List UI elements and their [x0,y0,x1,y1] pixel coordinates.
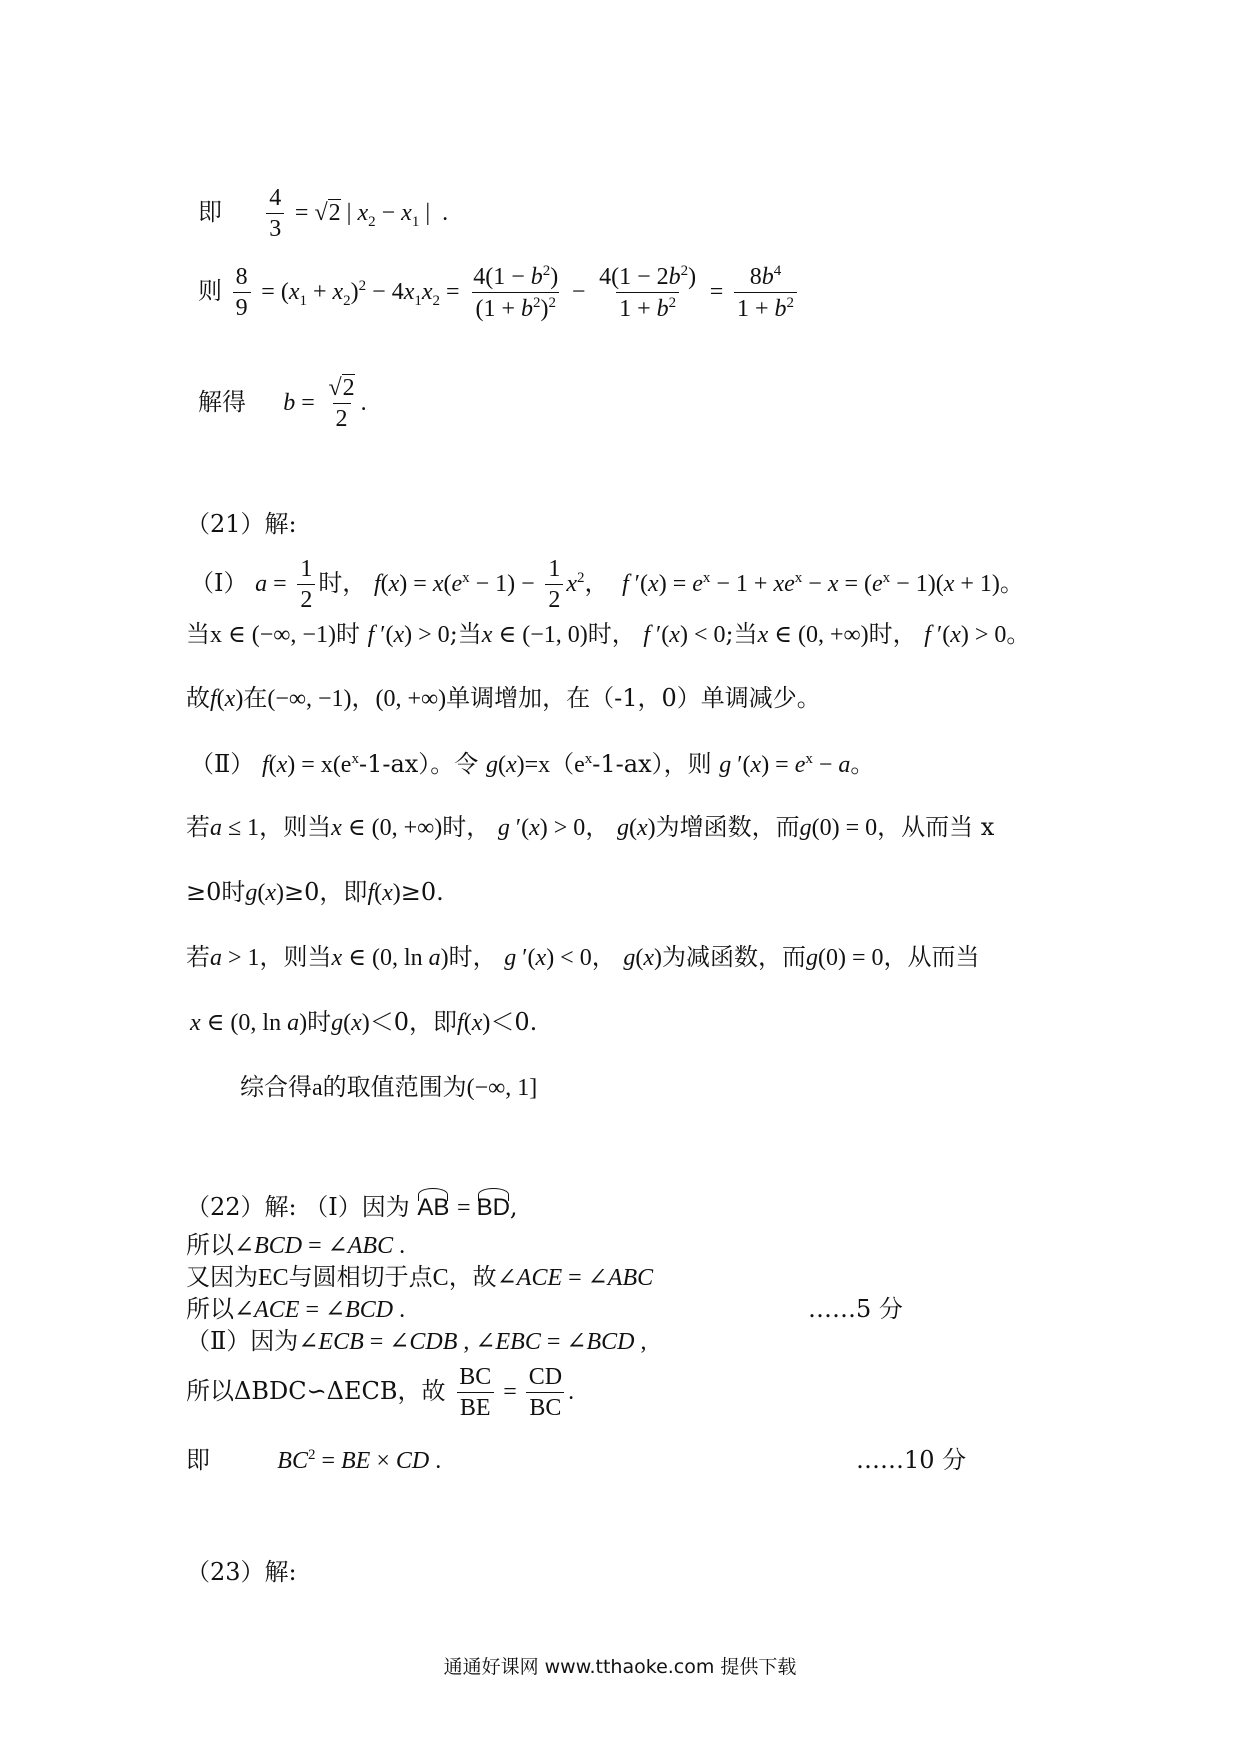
fx-def2: f(x) = [261,752,321,778]
part2-b: -1-ax）。令 [358,750,479,778]
gu: 故 [186,684,210,712]
fx-def: $f(x) = x(e^x - 1)$ − [373,570,535,597]
fx3: f(x) [367,880,401,906]
period: 。 [999,569,1024,597]
eq-sqrt2-dist: = √2 | $x_2 - x_1$ | . [294,200,449,230]
fx5: f(x) [457,1010,491,1036]
in-0-lna: x ∈ (0, ln a) [331,945,449,971]
zai: 在 [243,684,268,712]
ge0-shi: ≥0时 [186,878,246,906]
part2-because: （Ⅱ）因为 [186,1327,299,1355]
q22-line5 [186,1329,647,1354]
q21-case1-line: 若a ≤ 1，则当x ∈ (0, +∞)时， g ′(x) > 0， g(x)为增函数，而g(0) = 0，从而当 x [186,813,995,841]
ze-dang2: ，则当 [259,943,332,971]
ge0-end: ≥0. [400,878,444,906]
point-c: C [432,1265,449,1291]
fraction-1-2: $\frac{1}{2}$ [297,557,315,612]
when-text: 时， [318,569,367,597]
gx3: g(x) [245,880,285,906]
fraction-term1: $\frac{4(1 - b^2)}{(1 + b^2)^2}$ [473,263,559,322]
ruo2: 若 [186,943,210,971]
ec: EC [258,1265,289,1291]
in-0-inf: x ∈ (0, +∞) [331,815,443,841]
a-gt-1: a > 1 [210,945,260,971]
semicolon: ; [449,620,458,648]
part2-c: =x（e [524,752,585,778]
fraction-term2: $\frac{4(1 - 2b^2)}{1 + b^2}$ [599,263,697,322]
q21-line3 [186,686,821,711]
score-5: ……5 分 [808,1295,903,1323]
g0-eq0: g(0) = 0 [799,815,878,841]
q21-summary [240,1075,537,1100]
ji-label: 即 [198,198,222,226]
ruo: 若 [186,813,210,841]
dang: 当 [186,620,210,648]
ji2: 即 [186,1446,210,1474]
lt0-shi: 时 [307,1008,332,1036]
fraction-bc-be: $\frac{BC}{BE}$ [456,1365,494,1420]
ze-dang: ，则当 [259,813,332,841]
summary-b: 的取值范围为 [322,1073,467,1101]
angle-eq3: ∠ACE = ∠BCD . [234,1297,406,1323]
q21-case1-line2 [186,880,444,905]
g0-eq0-2: g(0) = 0 [806,945,884,971]
q22-line2 [186,1233,405,1258]
x-in-1: x [210,622,222,648]
suoyi: 所以 [186,1231,234,1259]
equation-line-ze [198,264,800,321]
dang3: 当 [733,620,758,648]
fraction-1-2b: $\frac{1}{2}$ [545,557,563,612]
shi-comma4: 时， [448,943,497,971]
tangent-text: 与圆相切于点 [288,1263,433,1291]
dec-func: 为减函数，而 [662,943,807,971]
arc-bd: BD [477,1188,510,1220]
q21-part1-label: （Ⅰ） [190,569,248,597]
q22-line7 [186,1448,441,1473]
fraction-sqrt2-2: $\frac{√2}{2}$ [328,375,355,432]
shi: 时 [335,620,360,648]
fprime-gt0: f ′(x) > 0 [367,622,450,648]
lt0: ＜0，即 [369,1008,458,1036]
gprime-gt0: g ′(x) > 0 [497,815,586,841]
q22-header-line: （22）解: （Ⅰ）因为 AB = BD, [186,1188,518,1220]
in-interval-3: x ∈ (0, +∞) [757,622,869,648]
footer-text: 通通好课网 www.tthaoke.com 提供下载 [443,1656,797,1678]
q21-line2 [186,622,1030,647]
gx5: g(x) [331,1010,370,1036]
gprime-lt0: g ′(x) < 0 [504,945,592,971]
summary: 综合得 [240,1073,312,1101]
a-le-1: a ≤ 1 [210,815,260,841]
gprime-def: g $'(x) = e^x - a$ [719,751,851,778]
in-0-lna-2: x ∈ (0, ln a) [190,1010,308,1036]
q21-part2-line: （Ⅱ） $f(x) = x(e^x-1-ax)$。令 $g(x)=x(e^x-1-ax)$，则 g $'(x) = e^x - a$。 [190,750,875,778]
q21-case2-line2 [190,1010,537,1035]
fprime-def: f $'(x) = e^x - 1 + xe^x - x = (e^x - 1)(x + 1)$ [622,570,1000,597]
cong-er-dang2: ，从而当 [883,943,980,971]
inc-func: 为增函数，而 [655,813,800,841]
eq-sum-squared: = $(x_1 + x_2)^2 - 4x_1x_2$ = [261,278,460,309]
fraction-result: $\frac{8b^4}{1 + b^2}$ [734,264,797,321]
a-var: a [312,1075,323,1101]
q22-line4 [186,1297,405,1322]
score-10: ……10 分 [856,1446,967,1474]
part2-d: -1-ax），则 [592,750,712,778]
semicolon2: ; [725,620,734,648]
q21-header: （21）解: [186,510,297,538]
dang2: 当 [457,620,482,648]
monotonic-text: 单调增加，在（-1，0）单调减少。 [446,684,821,712]
b-equals: b = [283,390,315,416]
q21-part1-line [190,557,1024,612]
similar-text: 所以ΔBDC∽ΔECB，故 [186,1377,446,1405]
fraction-8-9: $\frac{8}{9}$ [233,265,251,320]
in-interval-1: ∈ (−∞, −1) [222,622,336,648]
angle-eq4: ∠ECB = ∠CDB , ∠EBC = ∠BCD , [298,1329,647,1355]
shi-comma2: 时， [868,620,917,648]
period3: 。 [850,750,875,778]
q21-part2-label: （Ⅱ） [190,750,255,778]
fraction-cd-bc: $\frac{CD}{BC}$ [526,1365,565,1420]
gx2: g(x) [616,815,656,841]
q22-line6: 所以ΔBDC∽ΔECB，故 $\frac{BC}{BE}$ = $\frac{CD}{BC}$ . [186,1364,575,1421]
suoyi2: 所以 [186,1295,234,1323]
bc-squared: $BC^2$ = BE × CD . [277,1447,442,1474]
q21-case2-line: 若a > 1，则当x ∈ (0, ln a)时， g ′(x) < 0， g(x)为减函数，而g(0) = 0，从而当 [186,943,980,971]
gx4: g(x) [623,945,663,971]
jiede-label: 解得 [198,388,246,416]
fprime-gt0-2: f ′(x) > 0 [924,622,1007,648]
x-squared: $x^2$， [566,570,615,597]
ze-label: 则 [198,277,222,305]
arc-ab: AB [417,1188,449,1220]
period2: 。 [1006,620,1031,648]
q22-line3 [186,1265,653,1290]
angle-eq2: ∠ACE = ∠ABC [496,1265,654,1291]
you-yinwei: 又因为 [186,1263,258,1291]
angle-eq1: ∠BCD = ∠ABC . [234,1233,406,1259]
cong-er-dang: ，从而当 x [877,813,995,841]
interval-a: (−∞, −1)，(0, +∞) [267,686,447,712]
q22-header: （22）解: （Ⅰ）因为 [186,1193,410,1221]
q23-header: （23）解: [186,1558,297,1586]
part2-a: x(e [320,752,352,778]
shi-comma: 时， [587,620,636,648]
equation-line-ji [198,186,448,241]
equals-sign: = [709,279,724,305]
lt0-end: ＜0. [490,1008,538,1036]
equation-line-jiede: 解得 b = $\frac{√2}{2}$ . [198,375,367,432]
ge0: ≥0，即 [284,878,368,906]
in-interval-2: x ∈ (−1, 0) [481,622,588,648]
gx: g(x) [485,752,525,778]
a-eq: a = [255,571,287,597]
gu2: ，故 [448,1263,497,1291]
minus-sign: − [571,279,586,305]
range: (−∞, 1] [466,1075,538,1101]
fx: f(x) [210,686,244,712]
shi-comma3: 时， [442,813,491,841]
fprime-lt0: f ′(x) < 0 [643,622,726,648]
fraction-4-3: $\frac{4}{3}$ [266,186,284,241]
